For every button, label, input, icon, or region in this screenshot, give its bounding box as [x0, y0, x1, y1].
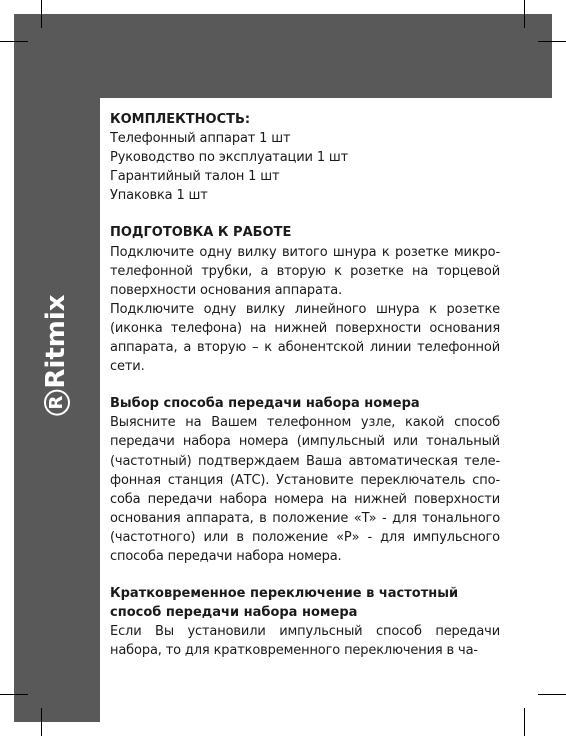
logo-r-mark: R: [44, 390, 70, 416]
crop-mark: [524, 0, 525, 28]
prep-title: ПОДГОТОВКА К РАБОТЕ: [110, 225, 292, 241]
temp-switch-title-line1: Кратковременное переключение в частотный: [110, 586, 459, 602]
kit-list: [110, 129, 500, 205]
dial-mode-paragraph: Выясните на Вашем телефонном узле, какой способ передачи набора номера (импульсный или тональный (частотный) подтверждаем Ваша автоматическая теле-фонная станция (АТС). Установите переключатель спо-соба передачи набора номера на нижней поверхности основания аппарата, в положение «T» - для тонального (частотного) или в положение «P» - для импульсного способа передачи набора номера.: [110, 415, 500, 564]
crop-mark: [524, 708, 525, 736]
manual-content: [110, 110, 500, 660]
top-band: [14, 14, 552, 98]
crop-mark: [41, 0, 42, 28]
prep-paragraph: Подключите одну вилку линейного шнура к розетке (иконка телефона) на нижней поверхности основания аппарата, а вторую – к абонентской линии телефонной сети.: [110, 301, 500, 375]
temp-switch-title-line2: способ передачи набора номера: [110, 605, 358, 621]
crop-mark: [538, 694, 566, 695]
kit-title: КОМПЛЕКТНОСТЬ:: [110, 112, 251, 127]
crop-mark: [0, 694, 28, 695]
dial-mode-title: Выбор способа передачи набора номера: [110, 396, 420, 412]
crop-mark: [538, 41, 566, 42]
kit-item: Телефонный аппарат 1 шт: [110, 131, 291, 147]
crop-mark: [41, 708, 42, 736]
ritmix-logo: [41, 294, 71, 415]
bottom-left-band: [14, 658, 100, 722]
logo-text: Ritmix: [41, 294, 71, 389]
temp-switch-paragraph: Если Вы установили импульсный способ передачи набора, то для кратковременного переключения в ча-: [110, 624, 500, 659]
crop-mark: [0, 41, 28, 42]
kit-item: Упаковка 1 шт: [110, 188, 208, 204]
kit-item: Руководство по эксплуатации 1 шт: [110, 150, 349, 166]
kit-item: Гарантийный талон 1 шт: [110, 169, 280, 185]
prep-paragraph: Подключите одну вилку витого шнура к розетке микро-телефонной трубки, а вторую к розетке на торцевой поверхности основания аппарата.: [110, 244, 500, 298]
